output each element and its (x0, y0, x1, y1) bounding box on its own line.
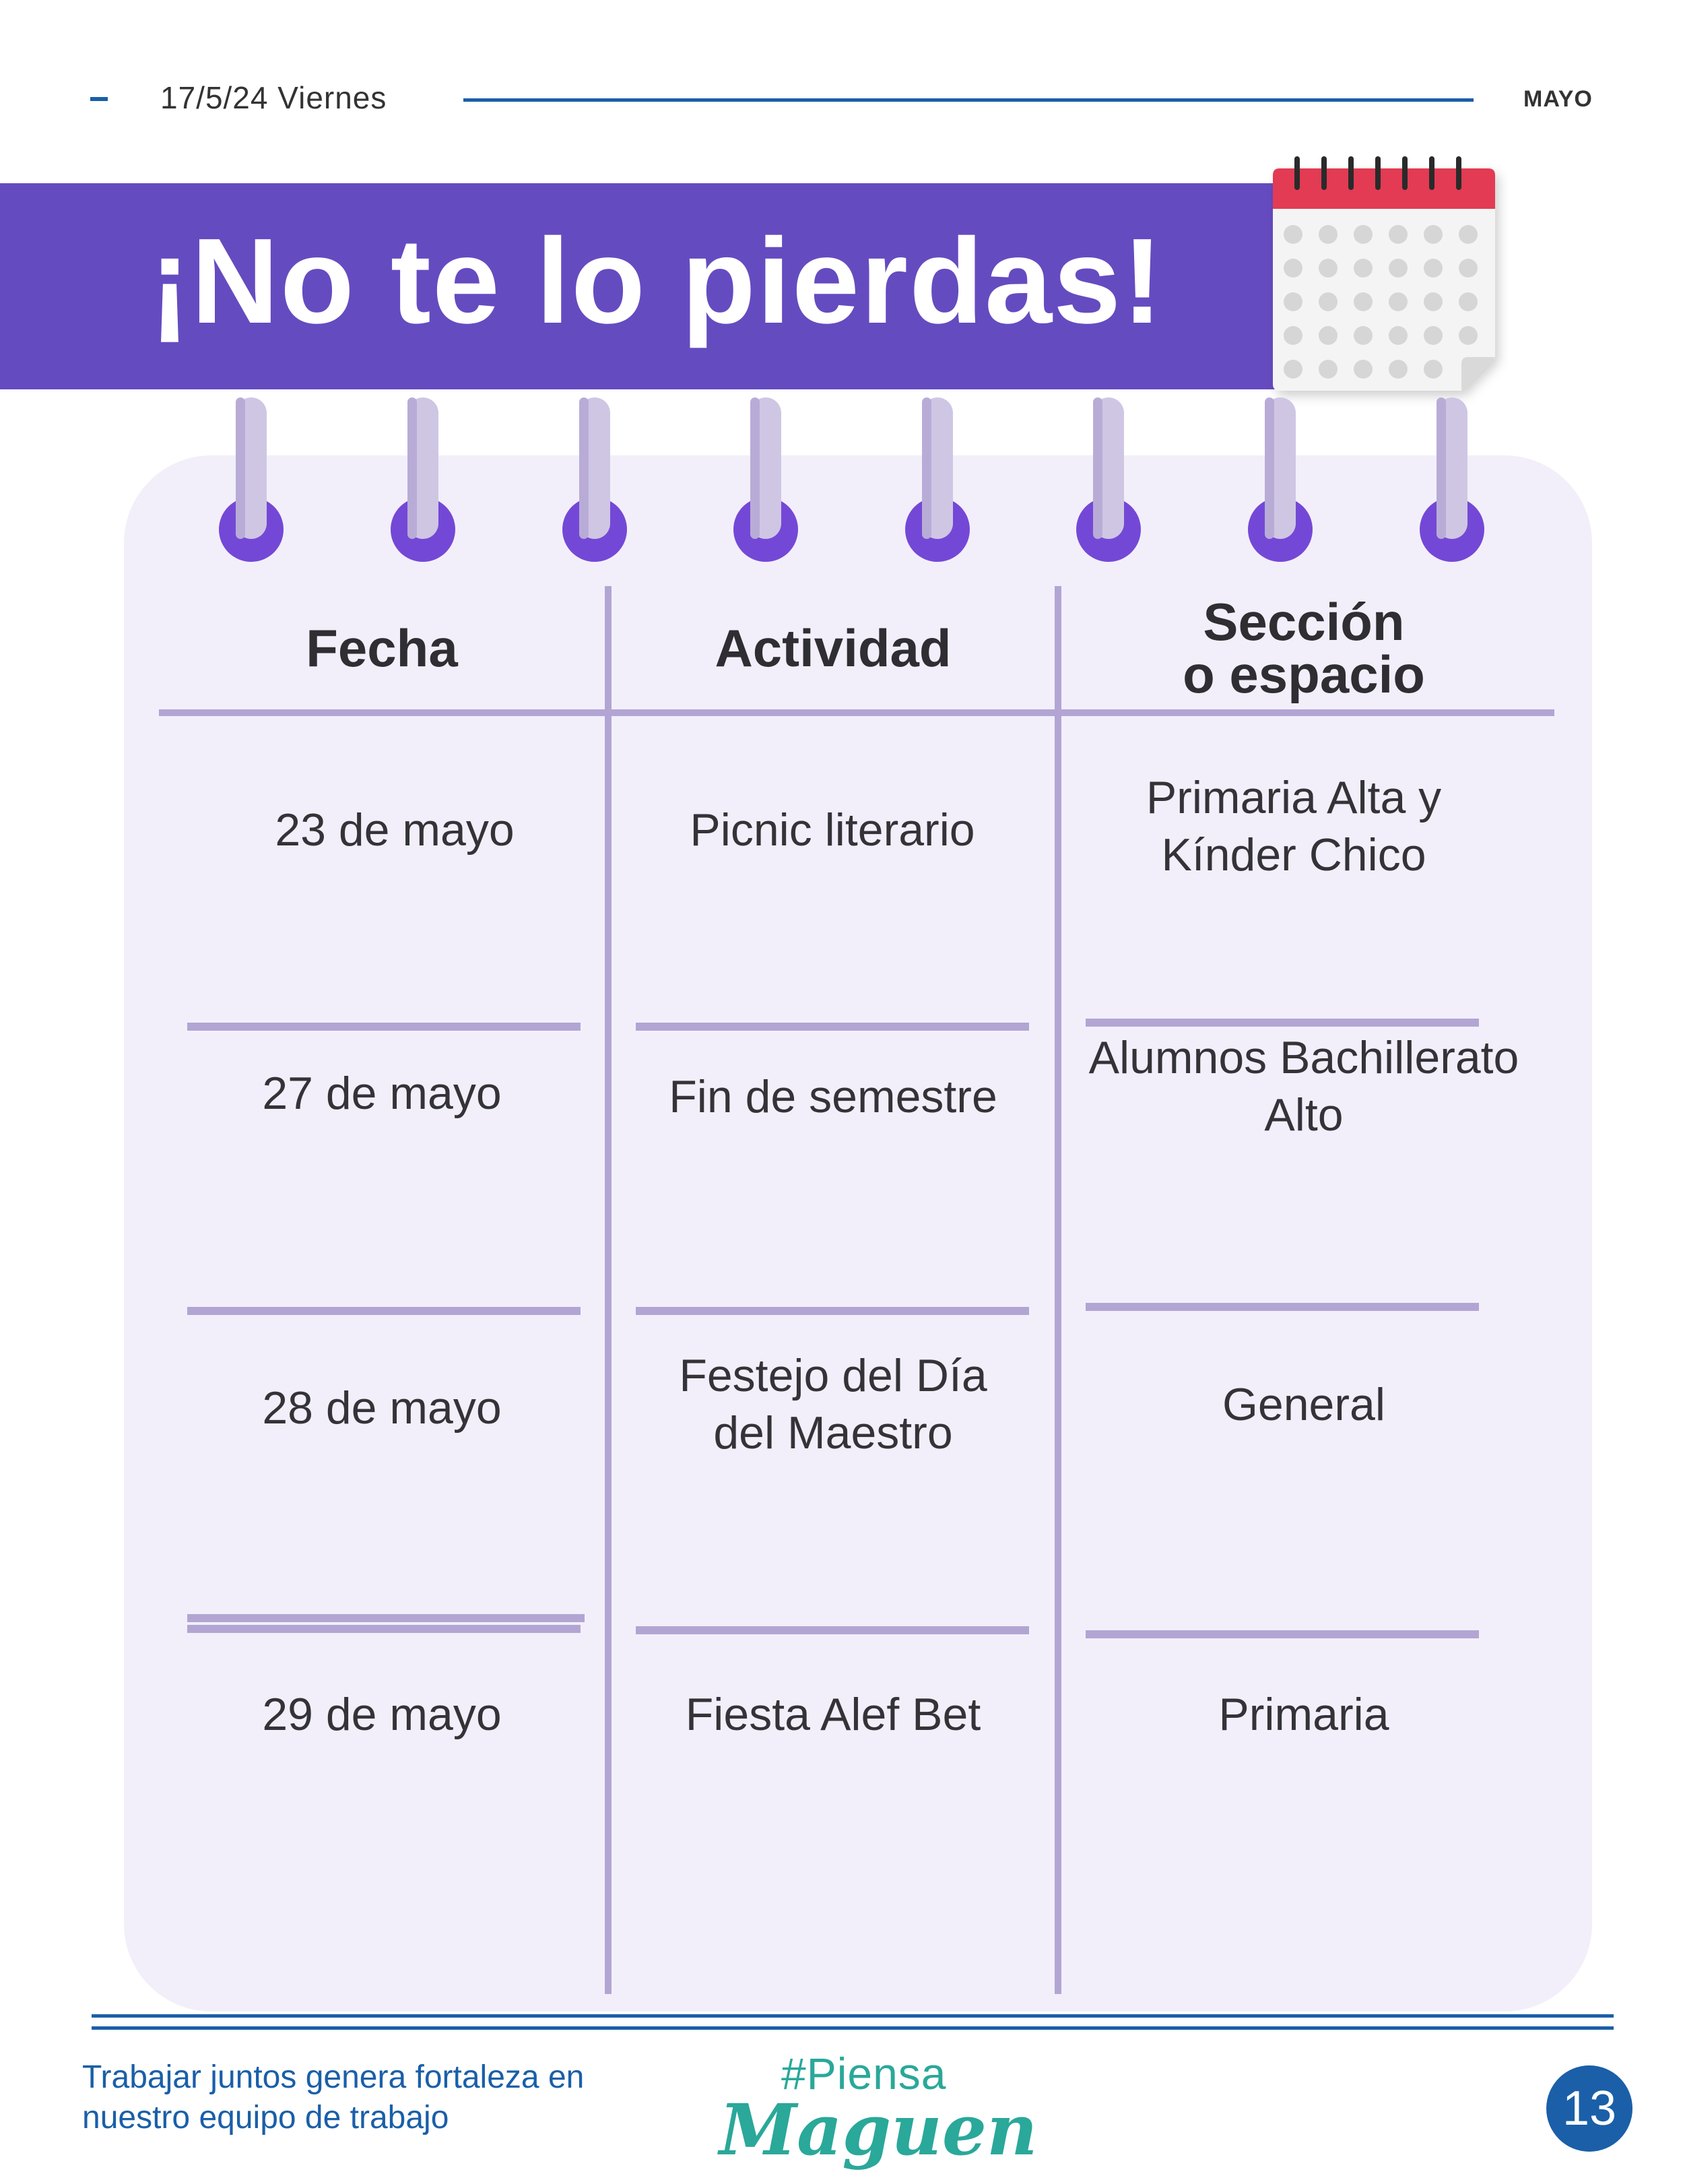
header-month: MAYO (1523, 86, 1593, 112)
page-number: 13 (1546, 2065, 1632, 2152)
binder-ring-icon (219, 397, 284, 562)
column-divider (605, 586, 612, 1994)
logo-script: Maguen (719, 2088, 1038, 2171)
row-divider (1086, 1303, 1479, 1311)
cell-actividad: Festejo del Día del Maestro (679, 1350, 987, 1458)
footer-rule (92, 2026, 1614, 2030)
binder-ring-icon (733, 397, 798, 562)
column-header-actividad: Actividad (715, 618, 952, 678)
cell-fecha: 27 de mayo (262, 1067, 502, 1119)
cell-actividad: Picnic literario (690, 804, 975, 856)
header-dash (90, 97, 108, 101)
row-divider (187, 1023, 581, 1031)
row-divider (187, 1625, 581, 1633)
page-title: ¡No te lo pierdas! (150, 214, 1164, 349)
cell-seccion: Primaria (1218, 1688, 1389, 1740)
cell-fecha: 28 de mayo (262, 1382, 502, 1434)
logo-hashtag: #Piensa (781, 2049, 947, 2098)
header-underline (159, 709, 1554, 716)
row-divider (636, 1023, 1029, 1031)
row-divider (636, 1626, 1029, 1634)
column-header-fecha: Fecha (306, 618, 458, 678)
cell-seccion: Primaria Alta y Kínder Chico (1146, 772, 1442, 880)
binder-ring-icon (1248, 397, 1313, 562)
cell-actividad: Fin de semestre (669, 1070, 997, 1122)
calendar-icon (1266, 155, 1509, 411)
cell-actividad: Fiesta Alef Bet (685, 1688, 981, 1740)
binder-ring-icon (905, 397, 970, 562)
binder-ring-icon (1420, 397, 1484, 562)
cell-seccion: Alumnos Bachillerato Alto (1088, 1032, 1519, 1141)
binder-rings (0, 397, 1683, 573)
header-date: 17/5/24 Viernes (160, 80, 387, 115)
column-divider (1055, 586, 1061, 1994)
piensa-maguen-logo (714, 2048, 1038, 2171)
cell-fecha: 29 de mayo (262, 1688, 502, 1740)
binder-ring-icon (1076, 397, 1141, 562)
column-header-seccion: Sección o espacio (1183, 591, 1425, 704)
binder-ring-icon (391, 397, 455, 562)
binder-ring-icon (562, 397, 627, 562)
cell-fecha: 23 de mayo (275, 804, 515, 856)
cell-seccion: General (1222, 1378, 1385, 1430)
row-divider (1086, 1630, 1479, 1638)
row-divider (1086, 1019, 1479, 1027)
events-table (159, 586, 1554, 2001)
row-divider (636, 1307, 1029, 1315)
footer-rule (92, 2014, 1614, 2018)
header-rule (463, 98, 1474, 102)
footer-slogan: Trabajar juntos genera fortaleza en nuestro equipo de trabajo (82, 2059, 585, 2135)
row-divider (187, 1307, 581, 1315)
